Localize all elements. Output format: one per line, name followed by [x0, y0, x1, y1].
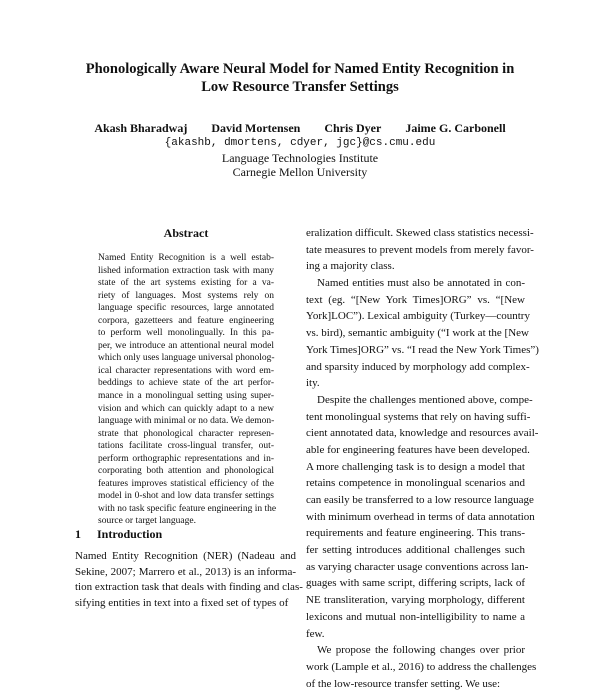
author-emails: {akashb, dmortens, cdyer, jgc}@cs.cmu.edu [164, 137, 436, 149]
text-line: work (Lample et al., 2016) to address the challenges [306, 660, 537, 673]
text-line: with minimum overhead in terms of data annotation [306, 510, 535, 523]
text-line: vs. bird), semantic ambiguity (“I work at the [New [306, 327, 529, 340]
text-line: Named Entity Recognition (NER) (Nadeau and [75, 550, 296, 562]
text-line: able for engineering features have been developed. [306, 443, 530, 456]
section-number: 1 [75, 527, 81, 541]
text-line: ical character representations with word em- [98, 365, 274, 376]
introduction-body [75, 549, 303, 611]
title-line: Phonologically Aware Neural Model for Named Entity Recognition in [85, 61, 515, 77]
affiliation-university: Carnegie Mellon University [232, 165, 368, 179]
text-line: lexicons and mutual non-intelligibility to name a [306, 610, 525, 623]
text-line: language with minimal or no data. We demon- [98, 416, 275, 427]
text-line: as varying character usage conventions across lan- [306, 560, 529, 573]
author-name: Jaime G. Carbonell [405, 121, 506, 135]
text-line: Named Entity Recognition is a well estab- [98, 253, 274, 263]
text-line: to perform well monolingually. In this pa- [98, 328, 274, 339]
text-line: tate measures to prevent models from merely favor- [306, 243, 534, 256]
text-line: text (eg. “[New York Times]ORG” vs. “[New [306, 293, 525, 306]
text-line: and sparsity induced by morphology add complex- [306, 360, 530, 373]
text-line: with no task specific feature engineering in the [98, 503, 277, 514]
text-line: corpora, gazetteers and feature engineering [98, 315, 274, 326]
text-line: model in 0-shot and low data transfer settings [98, 491, 274, 502]
text-line: language specific resources, large annotated [98, 303, 274, 314]
affiliation-institute: Language Technologies Institute [221, 151, 379, 165]
text-line: per, we introduce an attentional neural model [98, 340, 274, 351]
text-line: riety of languages. Most systems rely on [98, 290, 274, 301]
text-line: ity. [306, 377, 320, 390]
text-line: tent monolingual systems that rely on having suffi- [306, 410, 531, 423]
text-line: cient annotated data, knowledge and resources avail- [306, 427, 539, 440]
text-line: of the low-resource transfer setting. We use: [306, 677, 501, 690]
author-name: David Mortensen [211, 121, 301, 135]
text-line: retains competence in monolingual scenarios and [306, 477, 525, 490]
text-line: NE transliteration, varying morphology, different [306, 594, 525, 607]
text-line: requirements and feature engineering. This trans- [306, 527, 525, 540]
text-line: features improves statistical efficiency of the [98, 478, 274, 489]
text-line: eralization difficult. Skewed class statistics necessi- [306, 227, 534, 239]
text-line: Despite the challenges mentioned above, compe- [317, 393, 533, 406]
text-line: ing a majority class. [306, 260, 395, 273]
author-list [0, 121, 600, 135]
text-line: corporating both attention and phonological [98, 466, 274, 477]
text-line: A more challenging task is to design a model that [306, 460, 525, 473]
text-line: York Times]ORG” vs. “I read the New York Times”) [306, 343, 539, 356]
author-name: Chris Dyer [324, 121, 382, 135]
author-name: Akash Bharadwaj [94, 121, 188, 135]
text-line: We propose the following changes over prior [317, 644, 525, 657]
text-line: sifying entities in text into a fixed set of types of [75, 596, 289, 609]
text-line: which only uses language universal phonolog- [98, 353, 275, 364]
text-line: tations facilitate cross-lingual transfer, out- [98, 441, 274, 452]
text-line: source or target language. [98, 516, 196, 527]
right-column-body [306, 225, 539, 692]
text-line: Sekine, 2007; Marrero et al., 2013) is an informa- [75, 565, 296, 578]
text-line: fer setting introduces additional challenges such [306, 544, 525, 557]
text-line: perform orthographic representations and in- [98, 453, 274, 464]
text-line: state of the art systems existing for a va- [98, 278, 274, 289]
abstract-heading: Abstract [163, 226, 209, 240]
title-line: Low Resource Transfer Settings [201, 79, 399, 95]
text-line: mance in a monolingual setting using super- [98, 391, 274, 402]
text-line: tion extraction task that deals with finding and clas- [75, 581, 303, 593]
text-line: beddings to achieve state of the art perfor- [98, 378, 274, 389]
abstract-body [98, 252, 277, 528]
text-line: York]LOC”). Lexical ambiguity (Turkey—country [306, 310, 530, 323]
text-line: vision and which can quickly adapt to a new [98, 403, 274, 414]
section-title: Introduction [97, 527, 163, 541]
text-line: guages with same script, differing scripts, lack of [306, 577, 525, 590]
text-line: can easily be transferred to a low resource language [306, 494, 534, 506]
text-line: strate that phonological character represen- [98, 428, 274, 439]
section-heading-introduction [75, 527, 162, 541]
text-line: Named entities must also be annotated in con- [317, 277, 525, 290]
text-line: few. [306, 627, 325, 640]
paper-title [0, 60, 600, 96]
text-line: lished information extraction task with many [98, 265, 274, 276]
